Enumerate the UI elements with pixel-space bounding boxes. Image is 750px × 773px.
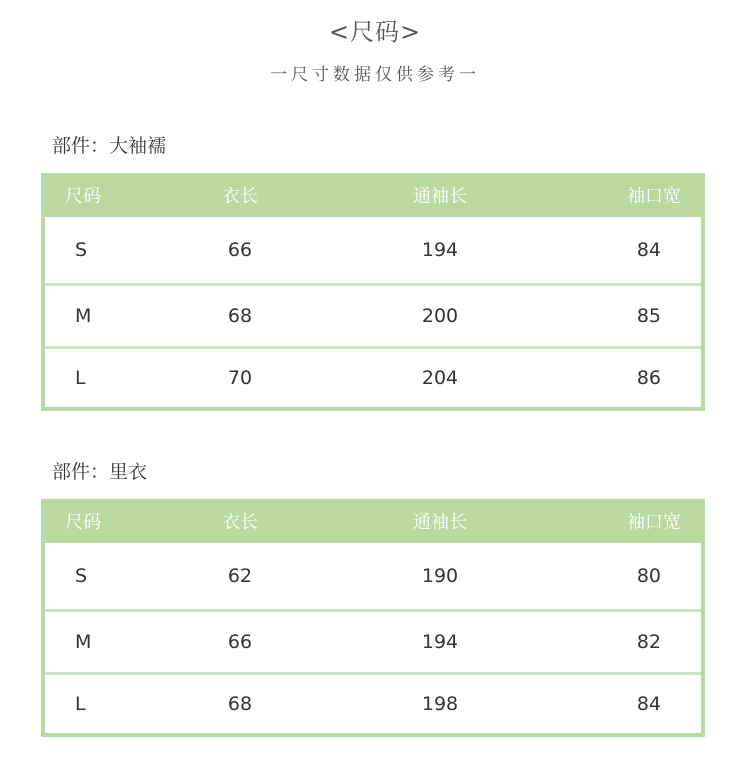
cell-cuff-width: 82 (636, 631, 661, 653)
cell-size: L (75, 693, 86, 715)
cell-length: 70 (227, 367, 253, 389)
col-sleeve-span: 通袖长 (413, 186, 467, 207)
table-row (45, 283, 701, 346)
page-title: <尺码> (328, 18, 422, 46)
cell-size: S (75, 239, 88, 261)
size-table-inner (41, 499, 705, 737)
table-row (45, 543, 701, 609)
cell-length: 68 (227, 693, 253, 715)
cell-cuff-width: 80 (636, 565, 661, 587)
cell-size: S (75, 565, 88, 587)
col-cuff-width: 袖口宽 (627, 186, 681, 207)
cell-cuff-width: 84 (636, 239, 661, 261)
cell-size: M (75, 631, 92, 653)
col-sleeve-span: 通袖长 (413, 512, 467, 533)
cell-length: 66 (227, 631, 253, 653)
cell-sleeve-span: 200 (421, 305, 459, 327)
cell-sleeve-span: 194 (421, 239, 459, 261)
section-label-inner: 部件：里衣 (52, 461, 148, 483)
cell-sleeve-span: 204 (421, 367, 459, 389)
cell-length: 68 (227, 305, 253, 327)
size-table-outer (41, 173, 705, 411)
table-header (45, 499, 701, 543)
col-length: 衣长 (222, 186, 258, 207)
table-header (45, 173, 701, 217)
cell-cuff-width: 84 (636, 693, 661, 715)
cell-sleeve-span: 198 (421, 693, 459, 715)
page-subtitle: 一尺寸数据仅供参考一 (270, 65, 480, 85)
col-size: 尺码 (65, 186, 101, 207)
table-row (45, 346, 701, 407)
cell-sleeve-span: 194 (421, 631, 459, 653)
col-size: 尺码 (65, 512, 101, 533)
cell-cuff-width: 86 (636, 367, 661, 389)
section-label-outer: 部件：大袖襦 (52, 135, 167, 157)
cell-size: L (75, 367, 86, 389)
cell-cuff-width: 85 (636, 305, 661, 327)
cell-length: 66 (227, 239, 253, 261)
col-cuff-width: 袖口宽 (627, 512, 681, 533)
table-row (45, 217, 701, 283)
table-row (45, 609, 701, 672)
col-length: 衣长 (222, 512, 258, 533)
cell-sleeve-span: 190 (421, 565, 459, 587)
table-row (45, 672, 701, 733)
cell-size: M (75, 305, 92, 327)
cell-length: 62 (227, 565, 253, 587)
